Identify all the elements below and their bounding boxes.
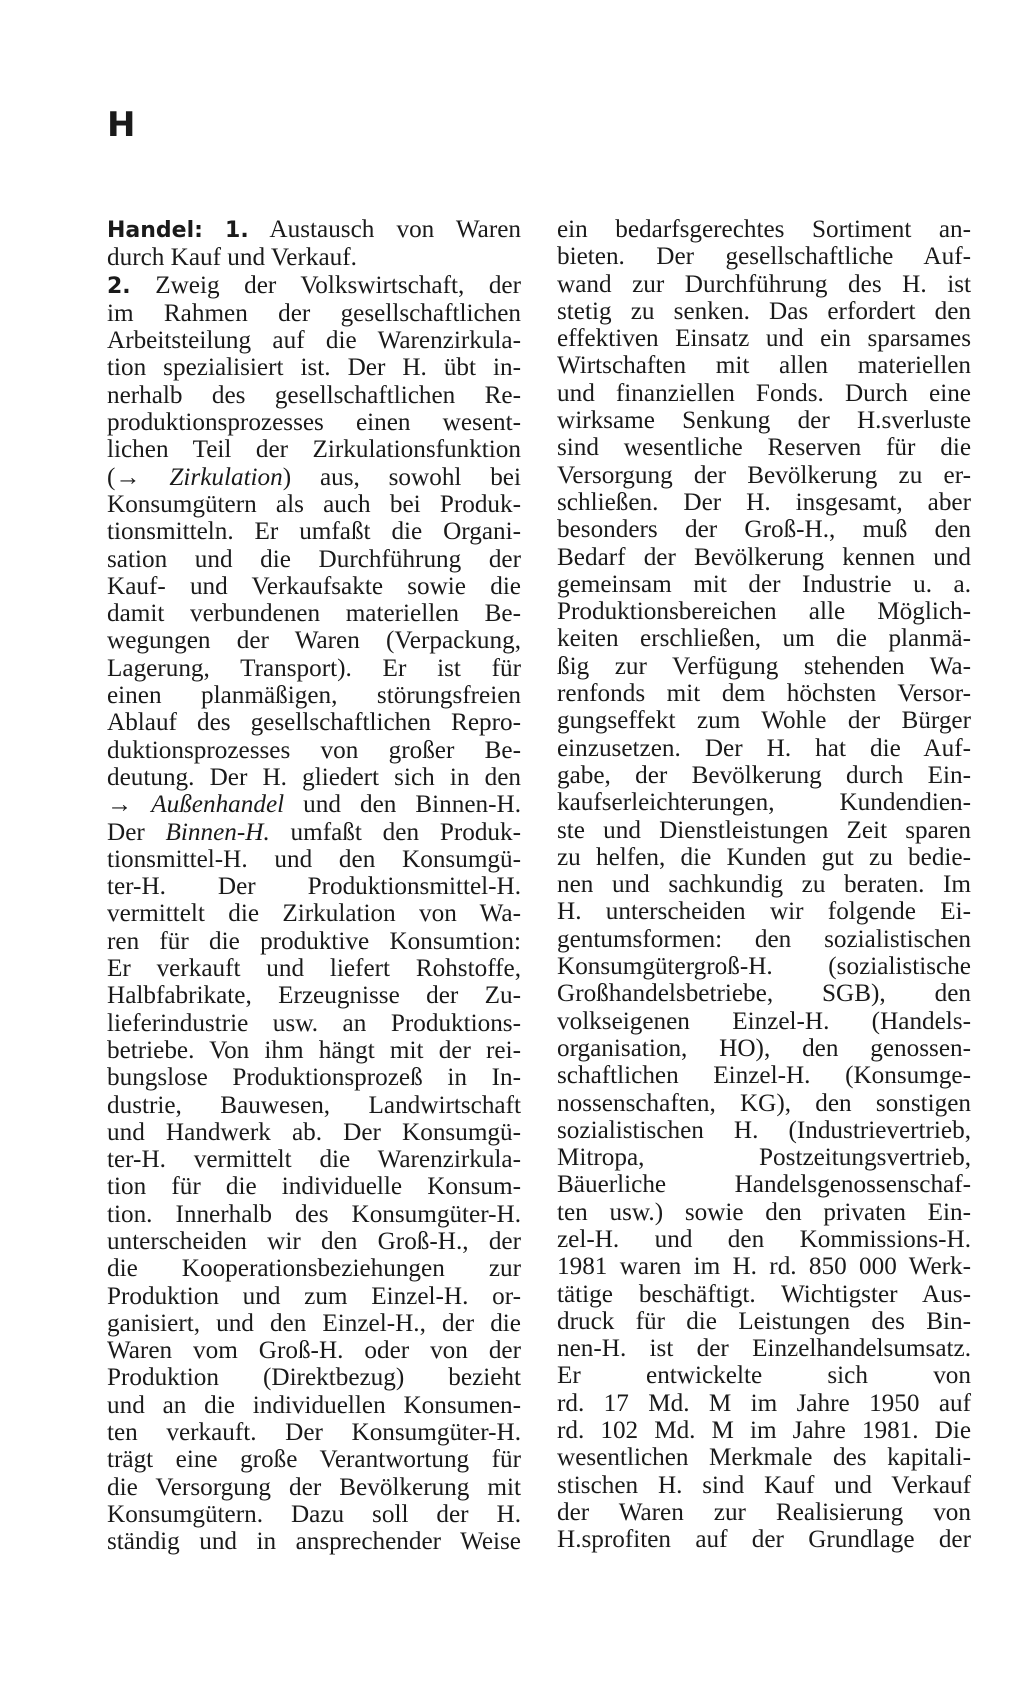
text-line (107, 1337, 521, 1364)
text-line (557, 1008, 971, 1035)
text-run: Konsumgütern. Dazu soll der H. (107, 1500, 521, 1528)
text-line (107, 1364, 521, 1391)
text-line (557, 1171, 971, 1198)
text-run: Lagerung, Transport). Er ist für (107, 654, 521, 682)
text-line (107, 1310, 521, 1337)
text-line (557, 243, 971, 270)
text-line (557, 1526, 971, 1553)
text-run: trägt eine große Verantwortung für (107, 1446, 521, 1474)
text-run: → (107, 791, 152, 819)
text-line (107, 1119, 521, 1146)
text-line (107, 1037, 521, 1064)
text-run: produktionsprozesses einen wesent- (107, 409, 521, 437)
text-run (203, 216, 225, 243)
text-run: nossenschaften, KG), den sonstigen (557, 1089, 971, 1117)
text-run: unterscheiden wir den Groß-H., der (107, 1227, 521, 1255)
text-run: Konsumgütern als auch bei Produk- (107, 490, 521, 518)
text-line (557, 680, 971, 707)
text-run: Er entwickelte sich von (557, 1362, 971, 1390)
text-line (107, 216, 521, 244)
text-line (557, 216, 971, 243)
text-line (107, 1528, 521, 1555)
text-line (107, 1146, 521, 1173)
text-line (557, 844, 971, 871)
text-run: stetig zu senken. Das erfordert den (557, 297, 971, 325)
text-line (557, 352, 971, 379)
text-run: die Versorgung der Bevölkerung mit (107, 1473, 521, 1501)
text-run: Er verkauft und liefert Rohstoffe, (107, 955, 521, 983)
text-run: zu helfen, die Kunden gut zu bedie- (557, 843, 971, 871)
text-run: nen und sachkundig zu beraten. Im (557, 871, 971, 899)
text-line (557, 1090, 971, 1117)
text-run: einen planmäßigen, störungsfreien (107, 682, 521, 710)
text-line (557, 980, 971, 1007)
text-run: und den Binnen-H. (284, 791, 521, 819)
text-run: bungslose Produktionsprozeß in In- (107, 1064, 521, 1092)
text-run: tätige beschäftigt. Wichtigster Aus- (557, 1280, 971, 1308)
text-line (557, 1362, 971, 1389)
text-run: gemeinsam mit der Industrie u. a. (557, 570, 971, 598)
text-line (557, 1499, 971, 1526)
text-line (107, 272, 521, 300)
text-line (557, 817, 971, 844)
text-line (557, 544, 971, 571)
text-line (107, 1392, 521, 1419)
text-line (557, 1062, 971, 1089)
text-run: rd. 17 Md. M im Jahre 1950 auf (557, 1389, 971, 1417)
text-line (107, 1064, 521, 1091)
text-line (107, 737, 521, 764)
text-run: nen-H. ist der Einzelhandelsumsatz. (557, 1335, 971, 1363)
text-run: Halbfabrikate, Erzeugnisse der Zu- (107, 982, 521, 1010)
text-line (557, 1390, 971, 1417)
text-line (557, 571, 971, 598)
text-line (557, 1417, 971, 1444)
text-run: Kauf- und Verkaufsakte sowie die (107, 572, 521, 600)
text-run: einzusetzen. Der H. hat die Auf- (557, 734, 971, 762)
text-run: H. unterscheiden wir folgende Ei- (557, 898, 971, 926)
text-line (557, 1253, 971, 1280)
entry-headword: Handel: (107, 218, 203, 243)
text-run: Arbeitsteilung auf die Warenzirkula- (107, 327, 521, 355)
text-run: Ablauf des gesellschaftlichen Repro- (107, 709, 521, 737)
text-run: ste und Dienstleistungen Zeit sparen (557, 816, 971, 844)
text-line (557, 762, 971, 789)
text-run: organisation, HO), den genossen- (557, 1034, 971, 1062)
text-line (107, 1173, 521, 1200)
text-line (107, 627, 521, 654)
text-line (557, 735, 971, 762)
text-column-left (107, 216, 521, 1556)
text-run: ter-H. vermittelt die Warenzirkula- (107, 1146, 521, 1174)
text-column-right (557, 216, 971, 1554)
text-run: Konsumgütergroß-H. (sozialistische (557, 953, 971, 981)
text-run: Produktion und zum Einzel-H. or- (107, 1282, 521, 1310)
text-line (107, 819, 521, 846)
text-line (107, 764, 521, 791)
text-line (557, 1472, 971, 1499)
text-line (107, 409, 521, 436)
text-line (107, 1201, 521, 1228)
text-line (107, 436, 521, 463)
text-run: gentumsformen: den sozialistischen (557, 925, 971, 953)
text-run: sation und die Durchführung der (107, 545, 521, 573)
text-line (107, 791, 521, 818)
cross-reference: Binnen-H. (165, 818, 270, 846)
text-run: ein bedarfsgerechtes Sortiment an- (557, 216, 971, 243)
text-run: vermittelt die Zirkulation von Wa- (107, 900, 521, 928)
text-run: Austausch von Waren (248, 216, 521, 243)
text-line (557, 653, 971, 680)
text-run: ten usw.) sowie den privaten Ein- (557, 1198, 971, 1226)
text-run: deutung. Der H. gliedert sich in den (107, 763, 521, 791)
text-run: sind wesentliche Reserven für die (557, 434, 971, 462)
text-run: zel-H. und den Kommissions-H. (557, 1225, 971, 1253)
text-line (107, 600, 521, 627)
text-line (557, 1035, 971, 1062)
text-run: Produktionsbereichen alle Möglich- (557, 598, 971, 626)
text-line (107, 382, 521, 409)
text-line (557, 380, 971, 407)
text-run: ter-H. Der Produktionsmittel-H. (107, 873, 521, 901)
text-run: keiten erschließen, um die planmä- (557, 625, 971, 653)
text-run: effektiven Einsatz und ein sparsames (557, 325, 971, 353)
text-run: ßig zur Verfügung stehenden Wa- (557, 652, 971, 680)
text-run: besonders der Groß-H., muß den (557, 516, 971, 544)
text-run: Produktion (Direktbezug) bezieht (107, 1364, 521, 1392)
text-line (557, 1117, 971, 1144)
text-line (557, 462, 971, 489)
text-line (557, 1144, 971, 1171)
text-run: gabe, der Bevölkerung durch Ein- (557, 761, 971, 789)
text-line (107, 354, 521, 381)
text-run: ganisiert, und den Einzel-H., der die (107, 1309, 521, 1337)
text-run: H.sprofiten auf der Grundlage der (557, 1526, 971, 1554)
text-run: Bäuerliche Handelsgenossenschaf- (557, 1171, 971, 1199)
text-run: Der (107, 818, 166, 846)
text-line (107, 1010, 521, 1037)
text-line (557, 434, 971, 461)
text-run: tion spezialisiert ist. Der H. übt in- (107, 354, 521, 382)
text-run: Wirtschaften mit allen materiellen (557, 352, 971, 380)
text-line (107, 873, 521, 900)
text-line (107, 955, 521, 982)
sense-number: 1. (225, 218, 249, 243)
text-run: renfonds mit dem höchsten Versor- (557, 680, 971, 708)
text-run: lieferindustrie usw. an Produktions- (107, 1009, 521, 1037)
text-run: umfaßt den Produk- (269, 818, 521, 846)
text-run: Bedarf der Bevölkerung kennen und (557, 543, 971, 571)
text-line (557, 516, 971, 543)
text-run: damit verbundenen materiellen Be- (107, 600, 521, 628)
cross-reference: Zirkulation (169, 463, 283, 491)
text-run: tionsmitteln. Er umfaßt die Organi- (107, 518, 521, 546)
text-line (107, 1419, 521, 1446)
text-run: der Waren zur Realisierung von (557, 1498, 971, 1526)
text-line (557, 1281, 971, 1308)
sense-number: 2. (107, 273, 131, 299)
text-run: im Rahmen der gesellschaftlichen (107, 299, 521, 327)
cross-reference: Außenhandel (151, 791, 285, 819)
text-line (557, 298, 971, 325)
text-run: tionsmittel-H. und den Konsumgü- (107, 845, 521, 873)
text-line (107, 709, 521, 736)
text-line (557, 625, 971, 652)
text-line (107, 1228, 521, 1255)
text-line (107, 1283, 521, 1310)
text-line (107, 573, 521, 600)
text-run: ) aus, sowohl bei (282, 463, 521, 491)
text-line (107, 846, 521, 873)
text-run: druck für die Leistungen des Bin- (557, 1307, 971, 1335)
text-line (557, 489, 971, 516)
text-line (107, 1092, 521, 1119)
text-run: tion für die individuelle Konsum- (107, 1173, 521, 1201)
text-run: Zweig der Volkswirtschaft, der (130, 271, 521, 299)
text-line (107, 655, 521, 682)
text-run: Mitropa, Postzeitungsvertrieb, (557, 1144, 971, 1172)
text-line (107, 1446, 521, 1473)
text-line (557, 598, 971, 625)
text-run: ten verkauft. Der Konsumgüter-H. (107, 1419, 521, 1447)
text-line (557, 789, 971, 816)
text-line (557, 1308, 971, 1335)
text-run: wirksame Senkung der H.sverluste (557, 407, 971, 435)
text-run: nerhalb des gesellschaftlichen Re- (107, 381, 521, 409)
text-run: (→ (107, 463, 170, 491)
text-line (107, 491, 521, 518)
text-run: sozialistischen H. (Industrievertrieb, (557, 1116, 971, 1144)
text-line (557, 1199, 971, 1226)
text-run: schließen. Der H. insgesamt, aber (557, 488, 971, 516)
text-line (557, 1226, 971, 1253)
text-line (107, 682, 521, 709)
text-run: betriebe. Von ihm hängt mit der rei- (107, 1036, 521, 1064)
text-line (557, 325, 971, 352)
text-line (557, 271, 971, 298)
text-line (107, 244, 521, 271)
text-run: lichen Teil der Zirkulationsfunktion (107, 436, 521, 464)
text-line (557, 926, 971, 953)
text-line (107, 928, 521, 955)
text-line (107, 1255, 521, 1282)
text-run: duktionsprozesses von großer Be- (107, 736, 521, 764)
text-line (557, 1335, 971, 1362)
text-run: stischen H. sind Kauf und Verkauf (557, 1471, 971, 1499)
text-run: ren für die produktive Konsumtion: (107, 927, 521, 955)
text-line (107, 327, 521, 354)
text-run: Großhandelsbetriebe, SGB), den (557, 980, 971, 1008)
text-line (107, 1474, 521, 1501)
text-line (107, 546, 521, 573)
text-line (107, 518, 521, 545)
text-run: 1981 waren im H. rd. 850 000 Werk- (557, 1253, 971, 1281)
text-run: Waren vom Groß-H. oder von der (107, 1337, 521, 1365)
text-run: wand zur Durchführung des H. ist (557, 270, 971, 298)
text-run: ständig und in ansprechender Weise (107, 1528, 521, 1556)
text-run: kaufserleichterungen, Kundendien- (557, 789, 971, 817)
text-line (557, 953, 971, 980)
text-line (107, 982, 521, 1009)
text-run: durch Kauf und Verkauf. (107, 244, 357, 272)
text-run: rd. 102 Md. M im Jahre 1981. Die (557, 1417, 971, 1445)
section-letter: H (107, 105, 136, 145)
text-run: und an die individuellen Konsumen- (107, 1391, 521, 1419)
text-run: dustrie, Bauwesen, Landwirtschaft (107, 1091, 521, 1119)
text-line (557, 898, 971, 925)
text-run: die Kooperationsbeziehungen zur (107, 1255, 521, 1283)
text-run: und Handwerk ab. Der Konsumgü- (107, 1118, 521, 1146)
text-line (557, 871, 971, 898)
text-line (107, 900, 521, 927)
text-run: volkseigenen Einzel-H. (Handels- (557, 1007, 971, 1035)
text-run: gungseffekt zum Wohle der Bürger (557, 707, 971, 735)
text-run: wesentlichen Merkmale des kapitali- (557, 1444, 971, 1472)
text-line (107, 300, 521, 327)
text-line (107, 1501, 521, 1528)
text-run: und finanziellen Fonds. Durch eine (557, 379, 971, 407)
text-run: tion. Innerhalb des Konsumgüter-H. (107, 1200, 521, 1228)
text-run: Versorgung der Bevölkerung zu er- (557, 461, 971, 489)
text-line (557, 707, 971, 734)
text-line (107, 464, 521, 491)
text-run: bieten. Der gesellschaftliche Auf- (557, 243, 971, 271)
text-run: wegungen der Waren (Verpackung, (107, 627, 521, 655)
text-line (557, 1444, 971, 1471)
text-line (557, 407, 971, 434)
text-run: schaftlichen Einzel-H. (Konsumge- (557, 1062, 971, 1090)
